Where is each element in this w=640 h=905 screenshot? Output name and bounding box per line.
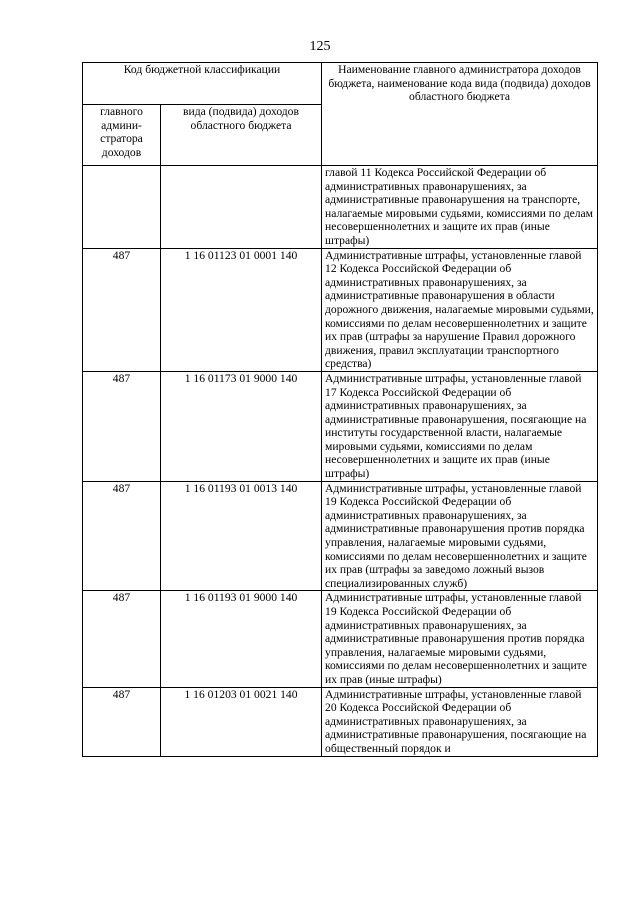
cell-description: Административные штрафы, установленные главой 20 Кодекса Российской Федерации об административных правонарушениях, за административные правонарушения, посягающие на общественный порядок и (322, 687, 598, 756)
cell-admin-code: 487 (83, 371, 161, 481)
header-name-column: Наименование главного администратора доходов бюджета, наименование кода вида (подвида) доходов областного бюджета (322, 63, 598, 166)
table-row (83, 591, 598, 687)
table-row (83, 481, 598, 591)
cell-revenue-code: 1 16 01193 01 0013 140 (161, 481, 322, 591)
cell-description: Административные штрафы, установленные главой 19 Кодекса Российской Федерации об административных правонарушениях, за административные правонарушения против порядка управления, налагаемые мировыми судьями, комиссиями по делам несовершеннолетних и защите их прав (иные штрафы) (322, 591, 598, 687)
table-row (83, 687, 598, 756)
table-row (83, 248, 598, 371)
budget-classification-table (82, 62, 598, 757)
cell-admin-code: 487 (83, 248, 161, 371)
table-row (83, 166, 598, 249)
table-row (83, 371, 598, 481)
cell-admin-code (83, 166, 161, 249)
header-budget-code-group: Код бюджетной классификации (83, 63, 322, 105)
cell-revenue-code: 1 16 01193 01 9000 140 (161, 591, 322, 687)
header-row-top (83, 63, 598, 105)
cell-description: Административные штрафы, установленные главой 17 Кодекса Российской Федерации об административных правонарушениях, за административные правонарушения, посягающие на институты государственной власти, налагаемые мировыми судьями, комиссиями по делам несовершеннолетних и защите их прав (иные штрафы) (322, 371, 598, 481)
cell-revenue-code: 1 16 01123 01 0001 140 (161, 248, 322, 371)
cell-admin-code: 487 (83, 591, 161, 687)
page-number: 125 (309, 39, 331, 54)
cell-admin-code: 487 (83, 687, 161, 756)
cell-description: Административные штрафы, установленные главой 12 Кодекса Российской Федерации об административных правонарушениях, за административные правонарушения в области дорожного движения, налагаемые мировыми судьями, комиссиями по делам несовершеннолетних и защите их прав (штрафы за нарушение Правил дорожного движения, правил эксплуатации транспортного средства) (322, 248, 598, 371)
cell-revenue-code: 1 16 01203 01 0021 140 (161, 687, 322, 756)
header-kind-column: вида (подвида) доходов областного бюджета (161, 105, 322, 166)
cell-revenue-code (161, 166, 322, 249)
cell-revenue-code: 1 16 01173 01 9000 140 (161, 371, 322, 481)
cell-admin-code: 487 (83, 481, 161, 591)
cell-description: Административные штрафы, установленные главой 19 Кодекса Российской Федерации об административных правонарушениях, за административные правонарушения против порядка управления, налагаемые мировыми судьями, комиссиями по делам несовершеннолетних и защите их прав (штрафы за заведомо ложный вызов специализированных служб) (322, 481, 598, 591)
cell-description: главой 11 Кодекса Российской Федерации об административных правонарушениях, за административные правонарушения на транспорте, налагаемые мировыми судьями, комиссиями по делам несовершеннолетних и защите их прав (иные штрафы) (322, 166, 598, 249)
header-admin-column: главного админи-стратора доходов (83, 105, 161, 166)
